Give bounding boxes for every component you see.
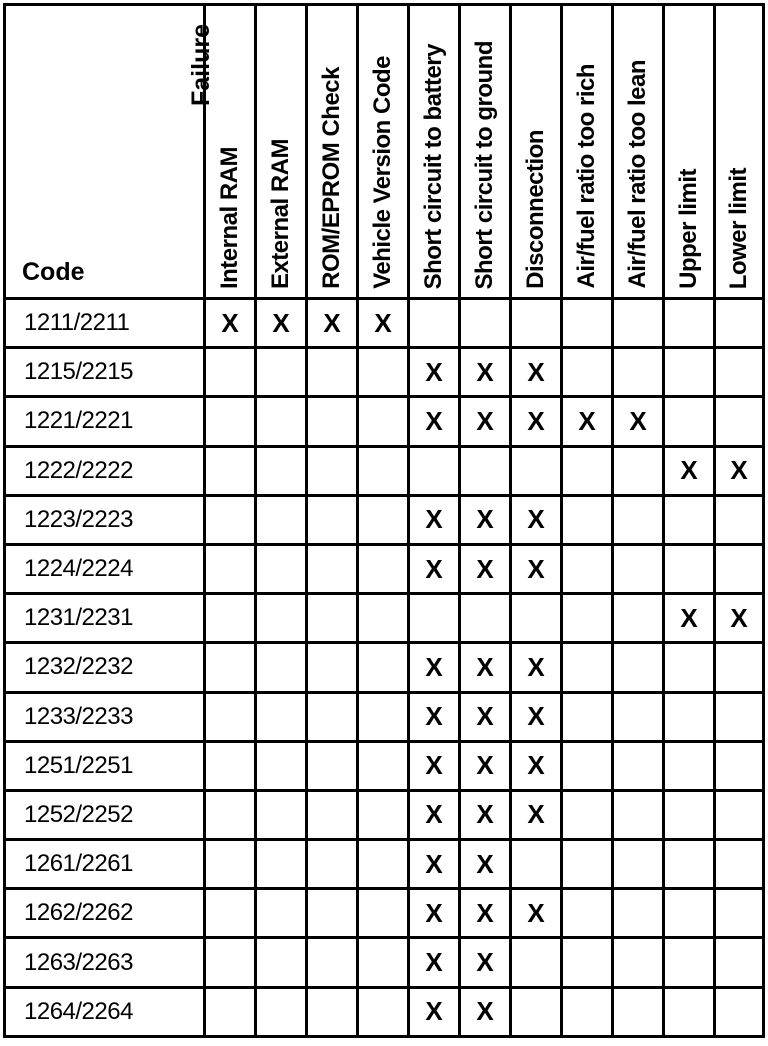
mark-cell: X — [409, 643, 460, 692]
code-cell: 1264/2264 — [5, 987, 205, 1036]
mark-cell — [664, 299, 715, 348]
mark-cell — [307, 840, 358, 889]
mark-cell: X — [460, 840, 511, 889]
mark-cell — [307, 938, 358, 987]
mark-cell: X — [460, 495, 511, 544]
mark-cell — [307, 790, 358, 839]
mark-cell: X — [358, 299, 409, 348]
mark-cell: X — [511, 889, 562, 938]
mark-cell — [205, 840, 256, 889]
mark-cell — [664, 840, 715, 889]
mark-cell: X — [613, 397, 664, 446]
mark-cell — [256, 889, 307, 938]
mark-cell — [562, 495, 613, 544]
mark-cell — [256, 544, 307, 593]
mark-cell — [205, 594, 256, 643]
mark-cell: X — [460, 889, 511, 938]
table-row — [5, 495, 764, 544]
mark-cell: X — [409, 840, 460, 889]
mark-cell — [205, 889, 256, 938]
mark-cell: X — [460, 348, 511, 397]
mark-cell: X — [460, 938, 511, 987]
mark-cell — [307, 741, 358, 790]
table-row — [5, 299, 764, 348]
mark-cell — [358, 938, 409, 987]
column-header-label: Upper limit — [675, 169, 702, 289]
column-header — [511, 5, 562, 299]
mark-cell — [256, 397, 307, 446]
mark-cell — [613, 692, 664, 741]
mark-cell: X — [409, 790, 460, 839]
mark-cell — [256, 594, 307, 643]
mark-cell — [715, 299, 764, 348]
mark-cell — [715, 741, 764, 790]
mark-cell: X — [460, 692, 511, 741]
mark-cell — [613, 299, 664, 348]
code-cell: 1224/2224 — [5, 544, 205, 593]
mark-cell — [460, 299, 511, 348]
mark-cell — [613, 987, 664, 1036]
mark-cell — [205, 741, 256, 790]
mark-cell — [715, 987, 764, 1036]
column-header — [613, 5, 664, 299]
header-row — [5, 5, 764, 299]
mark-cell — [562, 446, 613, 495]
mark-cell — [409, 446, 460, 495]
column-header-label: External RAM — [267, 138, 294, 289]
mark-cell — [256, 938, 307, 987]
mark-cell: X — [409, 692, 460, 741]
column-header-label: Disconnection — [522, 130, 549, 289]
mark-cell — [358, 594, 409, 643]
mark-cell — [256, 840, 307, 889]
mark-cell — [205, 692, 256, 741]
mark-cell — [562, 299, 613, 348]
code-label: Code — [22, 258, 85, 286]
table-row — [5, 446, 764, 495]
mark-cell — [613, 495, 664, 544]
mark-cell — [205, 397, 256, 446]
mark-cell — [664, 544, 715, 593]
mark-cell: X — [409, 741, 460, 790]
mark-cell: X — [511, 397, 562, 446]
table-row — [5, 889, 764, 938]
mark-cell: X — [511, 790, 562, 839]
mark-cell — [664, 938, 715, 987]
mark-cell: X — [460, 397, 511, 446]
table-row — [5, 544, 764, 593]
mark-cell — [613, 544, 664, 593]
mark-cell — [409, 594, 460, 643]
column-header-label: Air/fuel ratio too rich — [573, 64, 600, 289]
mark-cell — [256, 741, 307, 790]
column-header-label: Vehicle Version Code — [369, 56, 396, 289]
mark-cell: X — [409, 544, 460, 593]
mark-cell: X — [511, 692, 562, 741]
mark-cell — [562, 643, 613, 692]
column-header — [715, 5, 764, 299]
mark-cell — [205, 790, 256, 839]
mark-cell — [205, 446, 256, 495]
mark-cell — [256, 987, 307, 1036]
mark-cell: X — [409, 987, 460, 1036]
mark-cell — [715, 397, 764, 446]
mark-cell — [664, 692, 715, 741]
mark-cell — [562, 790, 613, 839]
mark-cell — [562, 594, 613, 643]
table-row — [5, 692, 764, 741]
column-header-label: Short circuit to battery — [420, 43, 447, 289]
table-row — [5, 741, 764, 790]
corner-header — [5, 5, 215, 299]
mark-cell — [409, 299, 460, 348]
failure-label: Failure — [187, 24, 215, 106]
table-row — [5, 938, 764, 987]
code-cell: 1223/2223 — [5, 495, 205, 544]
code-cell: 1232/2232 — [5, 643, 205, 692]
code-cell: 1231/2231 — [5, 594, 205, 643]
mark-cell — [664, 348, 715, 397]
mark-cell: X — [715, 446, 764, 495]
column-header-label: Internal RAM — [216, 146, 243, 289]
mark-cell — [511, 446, 562, 495]
mark-cell: X — [715, 594, 764, 643]
mark-cell — [460, 594, 511, 643]
mark-cell — [256, 348, 307, 397]
mark-cell — [613, 840, 664, 889]
mark-cell: X — [205, 299, 256, 348]
mark-cell — [715, 692, 764, 741]
column-header — [358, 5, 409, 299]
mark-cell: X — [409, 889, 460, 938]
code-cell: 1221/2221 — [5, 397, 205, 446]
mark-cell: X — [409, 938, 460, 987]
mark-cell — [562, 889, 613, 938]
code-cell: 1262/2262 — [5, 889, 205, 938]
mark-cell — [511, 299, 562, 348]
mark-cell — [205, 987, 256, 1036]
mark-cell — [358, 840, 409, 889]
mark-cell — [358, 741, 409, 790]
mark-cell — [562, 987, 613, 1036]
mark-cell: X — [256, 299, 307, 348]
mark-cell — [358, 348, 409, 397]
mark-cell: X — [664, 594, 715, 643]
mark-cell — [664, 495, 715, 544]
table-row — [5, 790, 764, 839]
column-header — [409, 5, 460, 299]
mark-cell: X — [307, 299, 358, 348]
mark-cell — [358, 446, 409, 495]
mark-cell — [562, 840, 613, 889]
mark-cell — [664, 790, 715, 839]
mark-cell — [205, 495, 256, 544]
mark-cell — [307, 594, 358, 643]
mark-cell — [613, 889, 664, 938]
code-cell: 1222/2222 — [5, 446, 205, 495]
mark-cell: X — [409, 397, 460, 446]
table-row — [5, 397, 764, 446]
column-header-label: Air/fuel ratio too lean — [624, 60, 651, 289]
column-header — [562, 5, 613, 299]
mark-cell — [715, 643, 764, 692]
column-header — [664, 5, 715, 299]
mark-cell — [358, 643, 409, 692]
mark-cell — [358, 397, 409, 446]
mark-cell — [358, 495, 409, 544]
mark-cell: X — [511, 544, 562, 593]
column-header — [307, 5, 358, 299]
mark-cell — [511, 594, 562, 643]
mark-cell — [664, 643, 715, 692]
mark-cell — [613, 643, 664, 692]
code-cell: 1233/2233 — [5, 692, 205, 741]
mark-cell — [307, 495, 358, 544]
column-header — [460, 5, 511, 299]
mark-cell — [715, 544, 764, 593]
mark-cell: X — [460, 790, 511, 839]
mark-cell — [307, 987, 358, 1036]
mark-cell — [358, 889, 409, 938]
failure-code-table — [3, 3, 765, 1038]
mark-cell — [715, 889, 764, 938]
mark-cell: X — [562, 397, 613, 446]
mark-cell — [613, 790, 664, 839]
mark-cell — [256, 692, 307, 741]
mark-cell — [562, 741, 613, 790]
column-header-label: Lower limit — [725, 167, 752, 289]
mark-cell — [307, 397, 358, 446]
mark-cell — [715, 495, 764, 544]
mark-cell — [256, 790, 307, 839]
mark-cell — [307, 544, 358, 593]
mark-cell — [256, 643, 307, 692]
mark-cell — [562, 692, 613, 741]
code-cell: 1211/2211 — [5, 299, 205, 348]
mark-cell: X — [409, 348, 460, 397]
mark-cell: X — [511, 741, 562, 790]
mark-cell — [205, 348, 256, 397]
mark-cell: X — [409, 495, 460, 544]
mark-cell — [205, 938, 256, 987]
mark-cell — [205, 643, 256, 692]
mark-cell — [664, 987, 715, 1036]
table-row — [5, 594, 764, 643]
mark-cell: X — [460, 643, 511, 692]
mark-cell — [358, 692, 409, 741]
mark-cell — [256, 495, 307, 544]
mark-cell — [613, 938, 664, 987]
mark-cell — [562, 938, 613, 987]
code-cell: 1263/2263 — [5, 938, 205, 987]
mark-cell — [715, 840, 764, 889]
mark-cell: X — [511, 495, 562, 544]
mark-cell — [562, 544, 613, 593]
column-header-label: Short circuit to ground — [471, 40, 498, 289]
mark-cell: X — [460, 741, 511, 790]
table-row — [5, 987, 764, 1036]
column-header — [256, 5, 307, 299]
mark-cell: X — [511, 643, 562, 692]
mark-cell — [664, 741, 715, 790]
mark-cell: X — [460, 544, 511, 593]
code-cell: 1251/2251 — [5, 741, 205, 790]
mark-cell — [613, 446, 664, 495]
mark-cell: X — [511, 348, 562, 397]
mark-cell — [511, 987, 562, 1036]
mark-cell — [715, 790, 764, 839]
mark-cell — [307, 643, 358, 692]
table-row — [5, 643, 764, 692]
mark-cell — [205, 544, 256, 593]
mark-cell: X — [664, 446, 715, 495]
mark-cell — [307, 889, 358, 938]
mark-cell — [256, 446, 307, 495]
column-header — [205, 5, 256, 299]
mark-cell — [358, 544, 409, 593]
mark-cell: X — [460, 987, 511, 1036]
mark-cell — [358, 790, 409, 839]
mark-cell — [562, 348, 613, 397]
mark-cell — [307, 692, 358, 741]
column-header-label: ROM/EPROM Check — [318, 67, 345, 289]
mark-cell — [664, 397, 715, 446]
mark-cell — [715, 938, 764, 987]
mark-cell — [613, 741, 664, 790]
mark-cell — [511, 938, 562, 987]
mark-cell — [511, 840, 562, 889]
table-row — [5, 348, 764, 397]
mark-cell — [358, 987, 409, 1036]
table-row — [5, 840, 764, 889]
mark-cell — [613, 348, 664, 397]
code-cell: 1261/2261 — [5, 840, 205, 889]
mark-cell — [460, 446, 511, 495]
code-cell: 1252/2252 — [5, 790, 205, 839]
mark-cell — [715, 348, 764, 397]
mark-cell — [613, 594, 664, 643]
mark-cell — [664, 889, 715, 938]
mark-cell — [307, 446, 358, 495]
code-cell: 1215/2215 — [5, 348, 205, 397]
mark-cell — [307, 348, 358, 397]
table-body — [5, 299, 764, 1037]
